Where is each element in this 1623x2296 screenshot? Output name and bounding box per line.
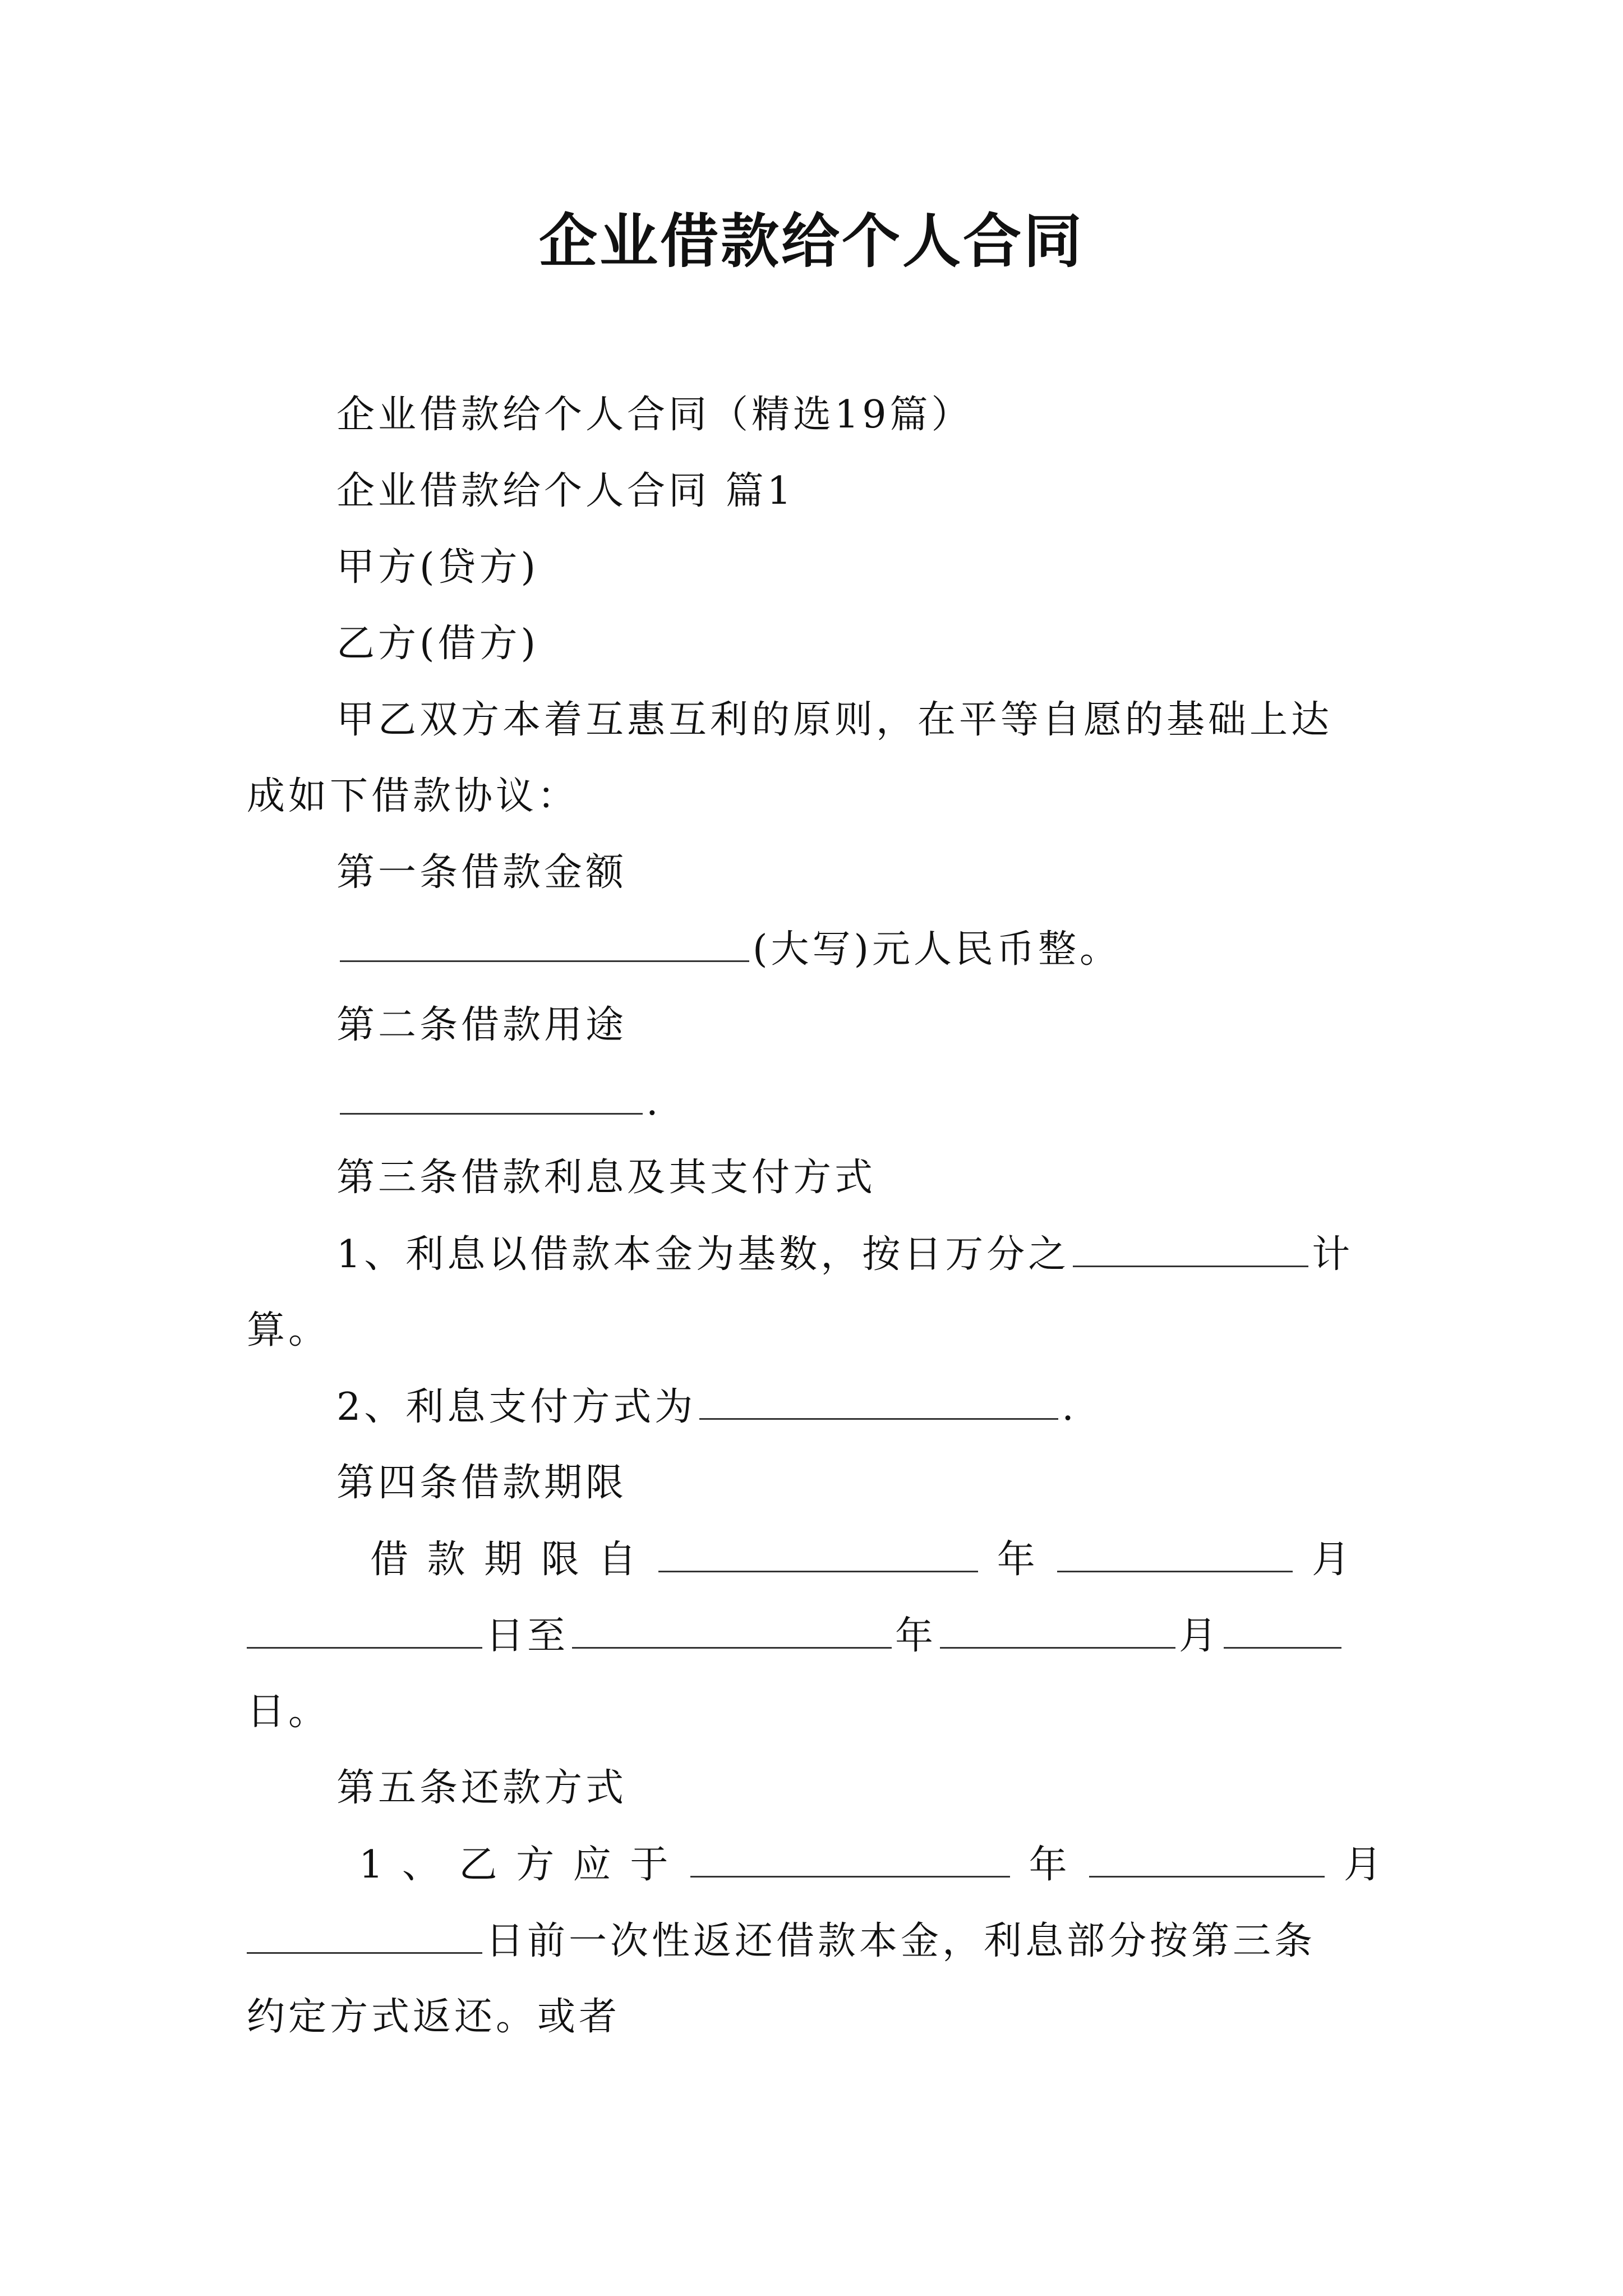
term-from-text: 借 款 期 限 自: [370, 1538, 640, 1582]
article-2-purpose-line: [336, 1074, 662, 1130]
article-4-term-line-1: [370, 1531, 1353, 1588]
term-from-year-label: 年: [997, 1538, 1039, 1582]
purpose-end: .: [646, 1080, 662, 1124]
borrower-line: 乙方(借方): [336, 622, 540, 666]
article-1-heading: 第一条借款金额: [336, 850, 628, 895]
interest-rate-suffix: 计: [1312, 1232, 1354, 1277]
repay-by-text: 1 、 乙 方 应 于: [359, 1843, 672, 1887]
term-from-month-blank[interactable]: [1057, 1531, 1293, 1572]
term-to-year-blank[interactable]: [572, 1608, 892, 1649]
lender-line: 甲方(贷方): [336, 545, 540, 590]
article-5-item-1-line-1: [359, 1837, 1385, 1893]
article-5-item-1-line-2: [247, 1913, 1316, 1970]
intro-line-1: 甲乙双方本着互惠互利的原则，在平等自愿的基础上达: [336, 698, 1333, 742]
payment-method-end: .: [1062, 1385, 1077, 1429]
amount-text: (大写)元人民币整。: [753, 927, 1122, 972]
interest-rate-blank[interactable]: [1073, 1226, 1308, 1267]
article-4-term-line-2: [247, 1608, 1345, 1664]
term-to-month-blank[interactable]: [940, 1608, 1175, 1649]
term-from-year-blank[interactable]: [658, 1531, 978, 1572]
article-3-item-1-line-1: [336, 1226, 1353, 1283]
article-5-heading: 第五条还款方式: [336, 1766, 628, 1810]
repay-month-label: 月: [1343, 1843, 1385, 1887]
payment-method-text: 2、利息支付方式为: [336, 1385, 697, 1429]
repay-terms-text: 日前一次性返还借款本金，利息部分按第三条: [486, 1919, 1316, 1963]
article-4-heading: 第四条借款期限: [336, 1461, 628, 1505]
payment-method-blank[interactable]: [699, 1379, 1058, 1420]
part-heading: 企业借款给个人合同 篇1: [336, 469, 795, 513]
subtitle: 企业借款给个人合同（精选19篇）: [336, 393, 973, 437]
repay-year-label: 年: [1029, 1843, 1071, 1887]
article-3-item-2-line: [336, 1379, 1077, 1435]
repay-month-blank[interactable]: [1089, 1837, 1325, 1878]
intro-line-2: 成如下借款协议：: [247, 774, 579, 818]
article-3-heading: 第三条借款利息及其支付方式: [336, 1156, 877, 1200]
term-to-day-blank[interactable]: [1224, 1608, 1341, 1649]
article-4-term-line-3: 日。: [247, 1690, 330, 1734]
term-from-day-blank[interactable]: [247, 1608, 482, 1649]
term-to-month-label: 月: [1179, 1614, 1221, 1658]
repay-day-blank[interactable]: [247, 1913, 482, 1954]
term-to-year-label: 年: [895, 1614, 937, 1658]
amount-blank[interactable]: [340, 921, 749, 962]
article-5-item-1-line-3: 约定方式返还。或者: [247, 1995, 621, 2039]
article-2-heading: 第二条借款用途: [336, 1003, 628, 1047]
term-day-to-label: 日至: [486, 1614, 569, 1658]
purpose-blank[interactable]: [340, 1074, 643, 1115]
interest-rate-text: 1、利息以借款本金为基数，按日万分之: [336, 1232, 1070, 1277]
term-from-month-label: 月: [1311, 1538, 1353, 1582]
article-1-amount-line: [336, 921, 1121, 978]
article-3-item-1-line-2: 算。: [247, 1308, 330, 1352]
document-title: 企业借款给个人合同: [538, 206, 1084, 275]
repay-year-blank[interactable]: [690, 1837, 1010, 1878]
